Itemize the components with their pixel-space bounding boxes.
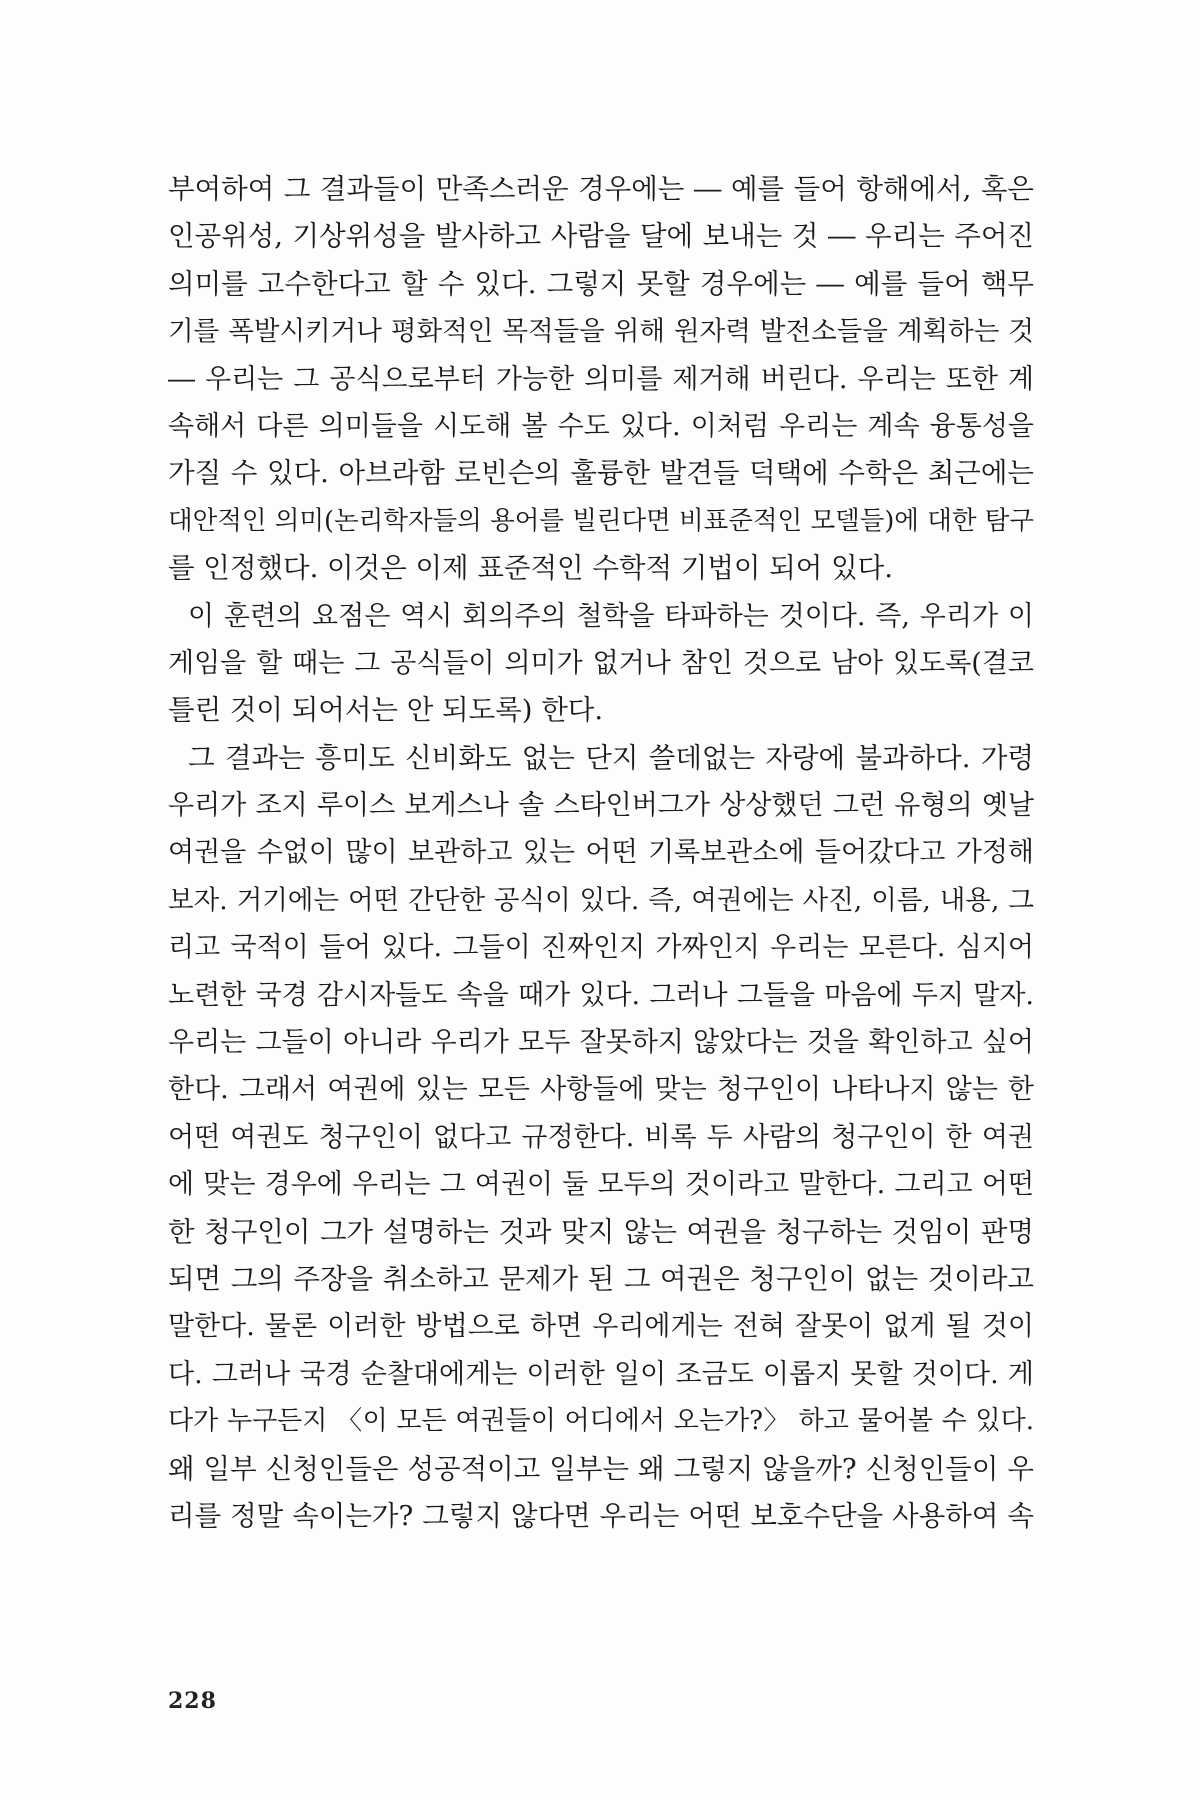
text-line: 틀린 것이 되어서는 안 되도록) 한다. [168, 694, 604, 727]
text-line: ― 우리는 그 공식으로부터 가능한 의미를 제거해 버린다. 우리는 또한 계 [168, 363, 1034, 395]
text-line: 되면 그의 주장을 취소하고 문제가 된 그 여권은 청구인이 없는 것이라고 [168, 1262, 1034, 1295]
body-text [168, 166, 1034, 1540]
text-line: 한다. 그래서 여권에 있는 모든 사항들에 맞는 청구인이 나타나지 않는 한 [168, 1074, 1034, 1106]
text-line: 리를 정말 속이는가? 그렇지 않다면 우리는 어떤 보호수단을 사용하여 속 [168, 1499, 1034, 1532]
text-line: 속해서 다른 의미들을 시도해 볼 수도 있다. 이처럼 우리는 계속 융통성을 [168, 410, 1034, 442]
text-line: 보자. 거기에는 어떤 간단한 공식이 있다. 즉, 여권에는 사진, 이름, 내용, 그 [168, 884, 1034, 916]
text-line: 여권을 수없이 많이 보관하고 있는 어떤 기록보관소에 들어갔다고 가정해 [168, 837, 1034, 869]
paragraph-start-line: 이 훈련의 요점은 역시 회의주의 철학을 타파하는 것이다. 즉, 우리가 이 [188, 600, 1034, 632]
text-line: 한 청구인이 그가 설명하는 것과 맞지 않는 여권을 청구하는 것임이 판명 [168, 1215, 1034, 1248]
text-line: 우리는 그들이 아니라 우리가 모두 잘못하지 않았다는 것을 확인하고 싶어 [168, 1027, 1034, 1059]
page-number: 228 [168, 1688, 217, 1714]
text-line: 의미를 고수한다고 할 수 있다. 그렇지 못할 경우에는 ― 예를 들어 핵무 [168, 267, 1034, 300]
text-line: 대안적인 의미(논리학자들의 용어를 빌린다면 비표준적인 모델들)에 대한 탐구 [168, 505, 1034, 536]
text-line: 리고 국적이 들어 있다. 그들이 진짜인지 가짜인지 우리는 모른다. 심지어 [168, 932, 1034, 964]
text-line: 기를 폭발시키거나 평화적인 목적들을 위해 원자력 발전소들을 계획하는 것 [168, 316, 1034, 348]
text-line: 노련한 국경 감시자들도 속을 때가 있다. 그러나 그들을 마음에 두지 말자. [168, 979, 1034, 1011]
text-line: 가질 수 있다. 아브라함 로빈슨의 훌륭한 발견들 덕택에 수학은 최근에는 [168, 457, 1034, 490]
text-line: 를 인정했다. 이것은 이제 표준적인 수학적 기법이 되어 있다. [168, 552, 893, 585]
paragraph-start-line: 그 결과는 흥미도 신비화도 없는 단지 쓸데없는 자랑에 불과하다. 가령 [188, 741, 1034, 774]
text-line: 다. 그러나 국경 순찰대에게는 이러한 일이 조금도 이롭지 못할 것이다. 게 [168, 1358, 1034, 1390]
text-line: 게임을 할 때는 그 공식들이 의미가 없거나 참인 것으로 남아 있도록(결코 [168, 647, 1034, 679]
text-line: 부여하여 그 결과들이 만족스러운 경우에는 ― 예를 들어 항해에서, 혹은 [168, 173, 1034, 205]
text-line: 어떤 여권도 청구인이 없다고 규정한다. 비록 두 사람의 청구인이 한 여권 [168, 1121, 1034, 1153]
text-line: 우리가 조지 루이스 보게스나 솔 스타인버그가 상상했던 그런 유형의 옛날 [168, 790, 1034, 822]
text-line: 에 맞는 경우에 우리는 그 여권이 둘 모두의 것이라고 말한다. 그리고 어떤 [168, 1169, 1034, 1201]
text-line: 다가 누구든지 〈이 모든 여권들이 어디에서 오는가?〉 하고 물어볼 수 있다. [168, 1406, 1034, 1437]
text-line: 말한다. 물론 이러한 방법으로 하면 우리에게는 전혀 잘못이 없게 될 것이 [168, 1311, 1034, 1343]
text-line: 인공위성, 기상위성을 발사하고 사람을 달에 보내는 것 ― 우리는 주어진 [168, 220, 1034, 253]
text-line: 왜 일부 신청인들은 성공적이고 일부는 왜 그렇지 않을까? 신청인들이 우 [168, 1452, 1034, 1485]
